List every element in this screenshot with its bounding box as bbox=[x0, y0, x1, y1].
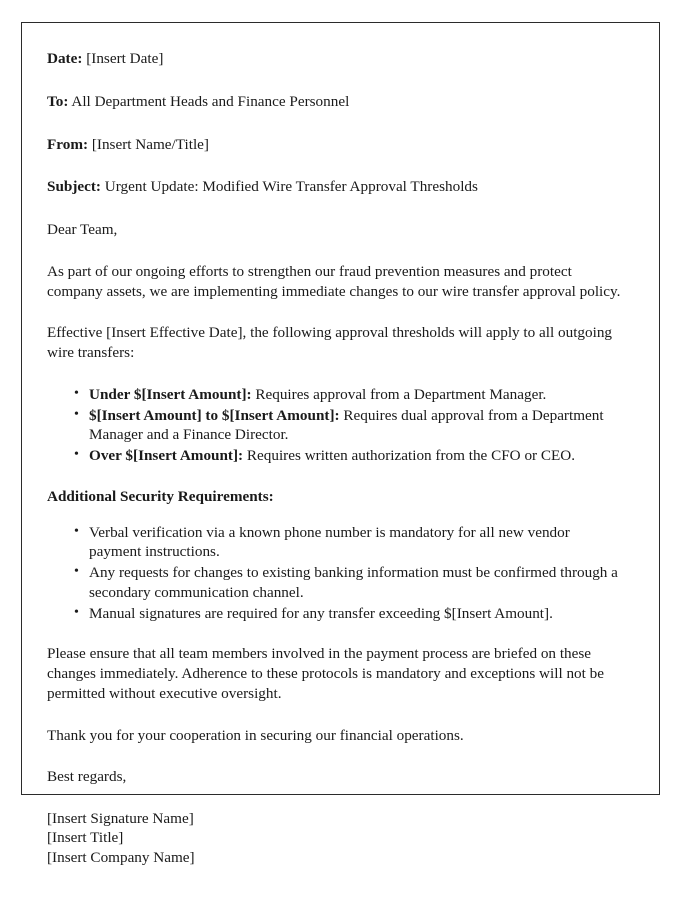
signature-title: [Insert Title] bbox=[47, 829, 124, 847]
signature-name: [Insert Signature Name] bbox=[47, 810, 194, 827]
threshold-lead: Under $[Insert Amount]: bbox=[89, 385, 252, 403]
thanks-paragraph: Thank you for your cooperation in securing our financial operations. bbox=[47, 726, 464, 744]
memo-label-to: To: bbox=[47, 92, 69, 110]
list-item: • Any requests for changes to existing banking information must be confirmed through a secondary communication channel. bbox=[89, 563, 625, 603]
threshold-text: Requires written authorization from the CFO or CEO. bbox=[243, 447, 576, 464]
security-requirements-heading: Additional Security Requirements: bbox=[47, 487, 274, 505]
memo-value-from: [Insert Name/Title] bbox=[91, 135, 209, 153]
signature-block bbox=[47, 809, 625, 867]
signature-company: [Insert Company Name] bbox=[47, 848, 195, 866]
compliance-paragraph: Please ensure that all team members involved in the payment process are briefed on these changes immediately. Adherence to these protocols is mandatory and exceptions will not be permitted without executive oversight. bbox=[47, 645, 604, 702]
threshold-lead: Over $[Insert Amount]: bbox=[89, 447, 244, 464]
list-item: • Verbal verification via a known phone number is mandatory for all new vendor payment instructions. bbox=[89, 523, 625, 563]
intro-paragraph: As part of our ongoing efforts to strengthen our fraud prevention measures and protect company assets, we are implementing immediate changes to our wire transfer approval policy. bbox=[47, 262, 621, 300]
memo-value-subject: Urgent Update: Modified Wire Transfer Approval Thresholds bbox=[104, 178, 478, 196]
list-item: • Manual signatures are required for any transfer exceeding $[Insert Amount]. bbox=[89, 604, 625, 624]
memo-line-to bbox=[47, 92, 625, 112]
closing-line: Best regards, bbox=[47, 768, 127, 786]
list-item bbox=[89, 406, 625, 446]
effective-date-paragraph: Effective [Insert Effective Date], the following approval thresholds will apply to all outgoing wire transfers: bbox=[47, 324, 613, 361]
memo-line-from bbox=[47, 135, 625, 155]
memo-label-from: From: bbox=[47, 135, 89, 153]
memo-line-subject bbox=[47, 177, 625, 197]
memo-line-date bbox=[47, 49, 625, 69]
memo-label-subject: Subject: bbox=[47, 178, 101, 196]
list-item bbox=[89, 385, 625, 405]
document-body bbox=[22, 23, 659, 867]
threshold-text: Requires dual approval from a Department Manager and a Finance Director. bbox=[89, 406, 604, 444]
memo-value-date: [Insert Date] bbox=[86, 50, 164, 67]
security-requirements-list bbox=[47, 523, 625, 624]
threshold-lead: $[Insert Amount] to $[Insert Amount]: bbox=[89, 406, 340, 424]
memo-value-to: All Department Heads and Finance Personnel bbox=[71, 92, 350, 110]
approval-threshold-list bbox=[47, 385, 625, 466]
threshold-text: Requires approval from a Department Manager. bbox=[251, 385, 547, 403]
document-page bbox=[21, 22, 660, 866]
memo-header bbox=[47, 49, 625, 197]
list-item bbox=[89, 446, 625, 466]
salutation: Dear Team, bbox=[47, 221, 118, 238]
memo-label-date: Date: bbox=[47, 50, 83, 67]
